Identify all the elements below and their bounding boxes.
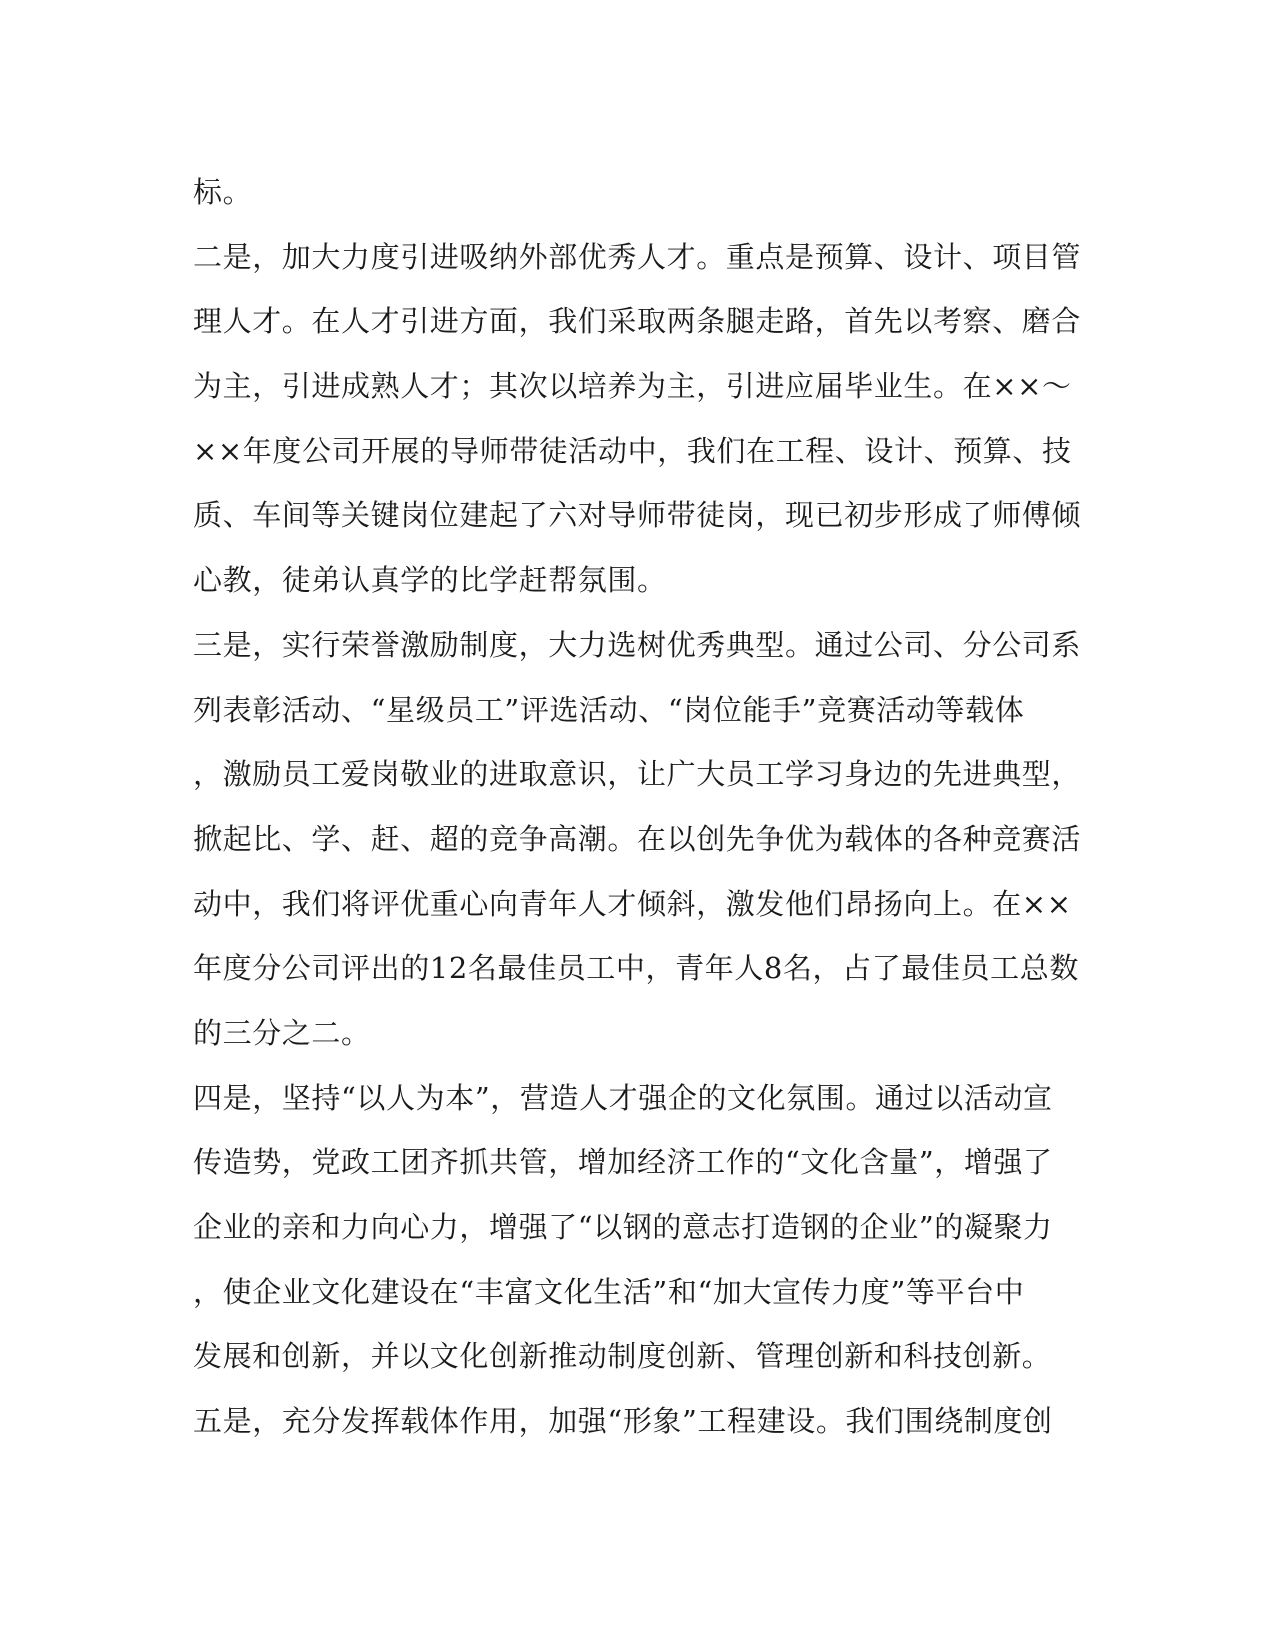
text-line: 三是，实行荣誉激励制度，大力选树优秀典型。通过公司、分公司系 bbox=[193, 627, 1082, 662]
body-text bbox=[193, 160, 1082, 1454]
text-line: 理人才。在人才引进方面，我们采取两条腿走路，首先以考察、磨合 bbox=[193, 304, 1082, 339]
text-line: 掀起比、学、赶、超的竞争高潮。在以创先争优为载体的各种竞赛活 bbox=[193, 821, 1082, 856]
text-line: 发展和创新，并以文化创新推动制度创新、管理创新和科技创新。 bbox=[193, 1339, 1052, 1374]
text-line: 年度分公司评出的12名最佳员工中，青年人8名，占了最佳员工总数 bbox=[193, 951, 1079, 986]
text-line: 传造势，党政工团齐抓共管，增加经济工作的“文化含量”，增强了 bbox=[193, 1145, 1053, 1180]
text-line: 心教，徒弟认真学的比学赶帮氛围。 bbox=[193, 563, 667, 598]
text-line: 四是，坚持“以人为本”，营造人才强企的文化氛围。通过以活动宣 bbox=[193, 1080, 1053, 1115]
text-line: 二是，加大力度引进吸纳外部优秀人才。重点是预算、设计、项目管 bbox=[193, 239, 1082, 274]
text-line: 动中，我们将评优重心向青年人才倾斜，激发他们昂扬向上。在×× bbox=[193, 886, 1072, 921]
text-line: 企业的亲和力向心力，增强了“以钢的意志打造钢的企业”的凝聚力 bbox=[193, 1210, 1053, 1244]
text-line: 列表彰活动、“星级员工”评选活动、“岗位能手”竞赛活动等载体 bbox=[193, 692, 1025, 727]
text-line: ，使企业文化建设在“丰富文化生活”和“加大宣传力度”等平台中 bbox=[193, 1274, 1025, 1309]
text-line: 五是，充分发挥载体作用，加强“形象”工程建设。我们围绕制度创 bbox=[193, 1404, 1053, 1439]
text-line: 的三分之二。 bbox=[193, 1015, 371, 1050]
text-line: ，激励员工爱岗敬业的进取意识，让广大员工学习身边的先进典型， bbox=[193, 757, 1082, 792]
text-line: 标。 bbox=[193, 175, 253, 209]
text-line: ××年度公司开展的导师带徒活动中，我们在工程、设计、预算、技 bbox=[193, 433, 1072, 468]
text-line: 质、车间等关键岗位建起了六对导师带徒岗，现已初步形成了师傅倾 bbox=[193, 498, 1082, 533]
text-line: 为主，引进成熟人才；其次以培养为主，引进应届毕业生。在××～ bbox=[193, 369, 1072, 404]
